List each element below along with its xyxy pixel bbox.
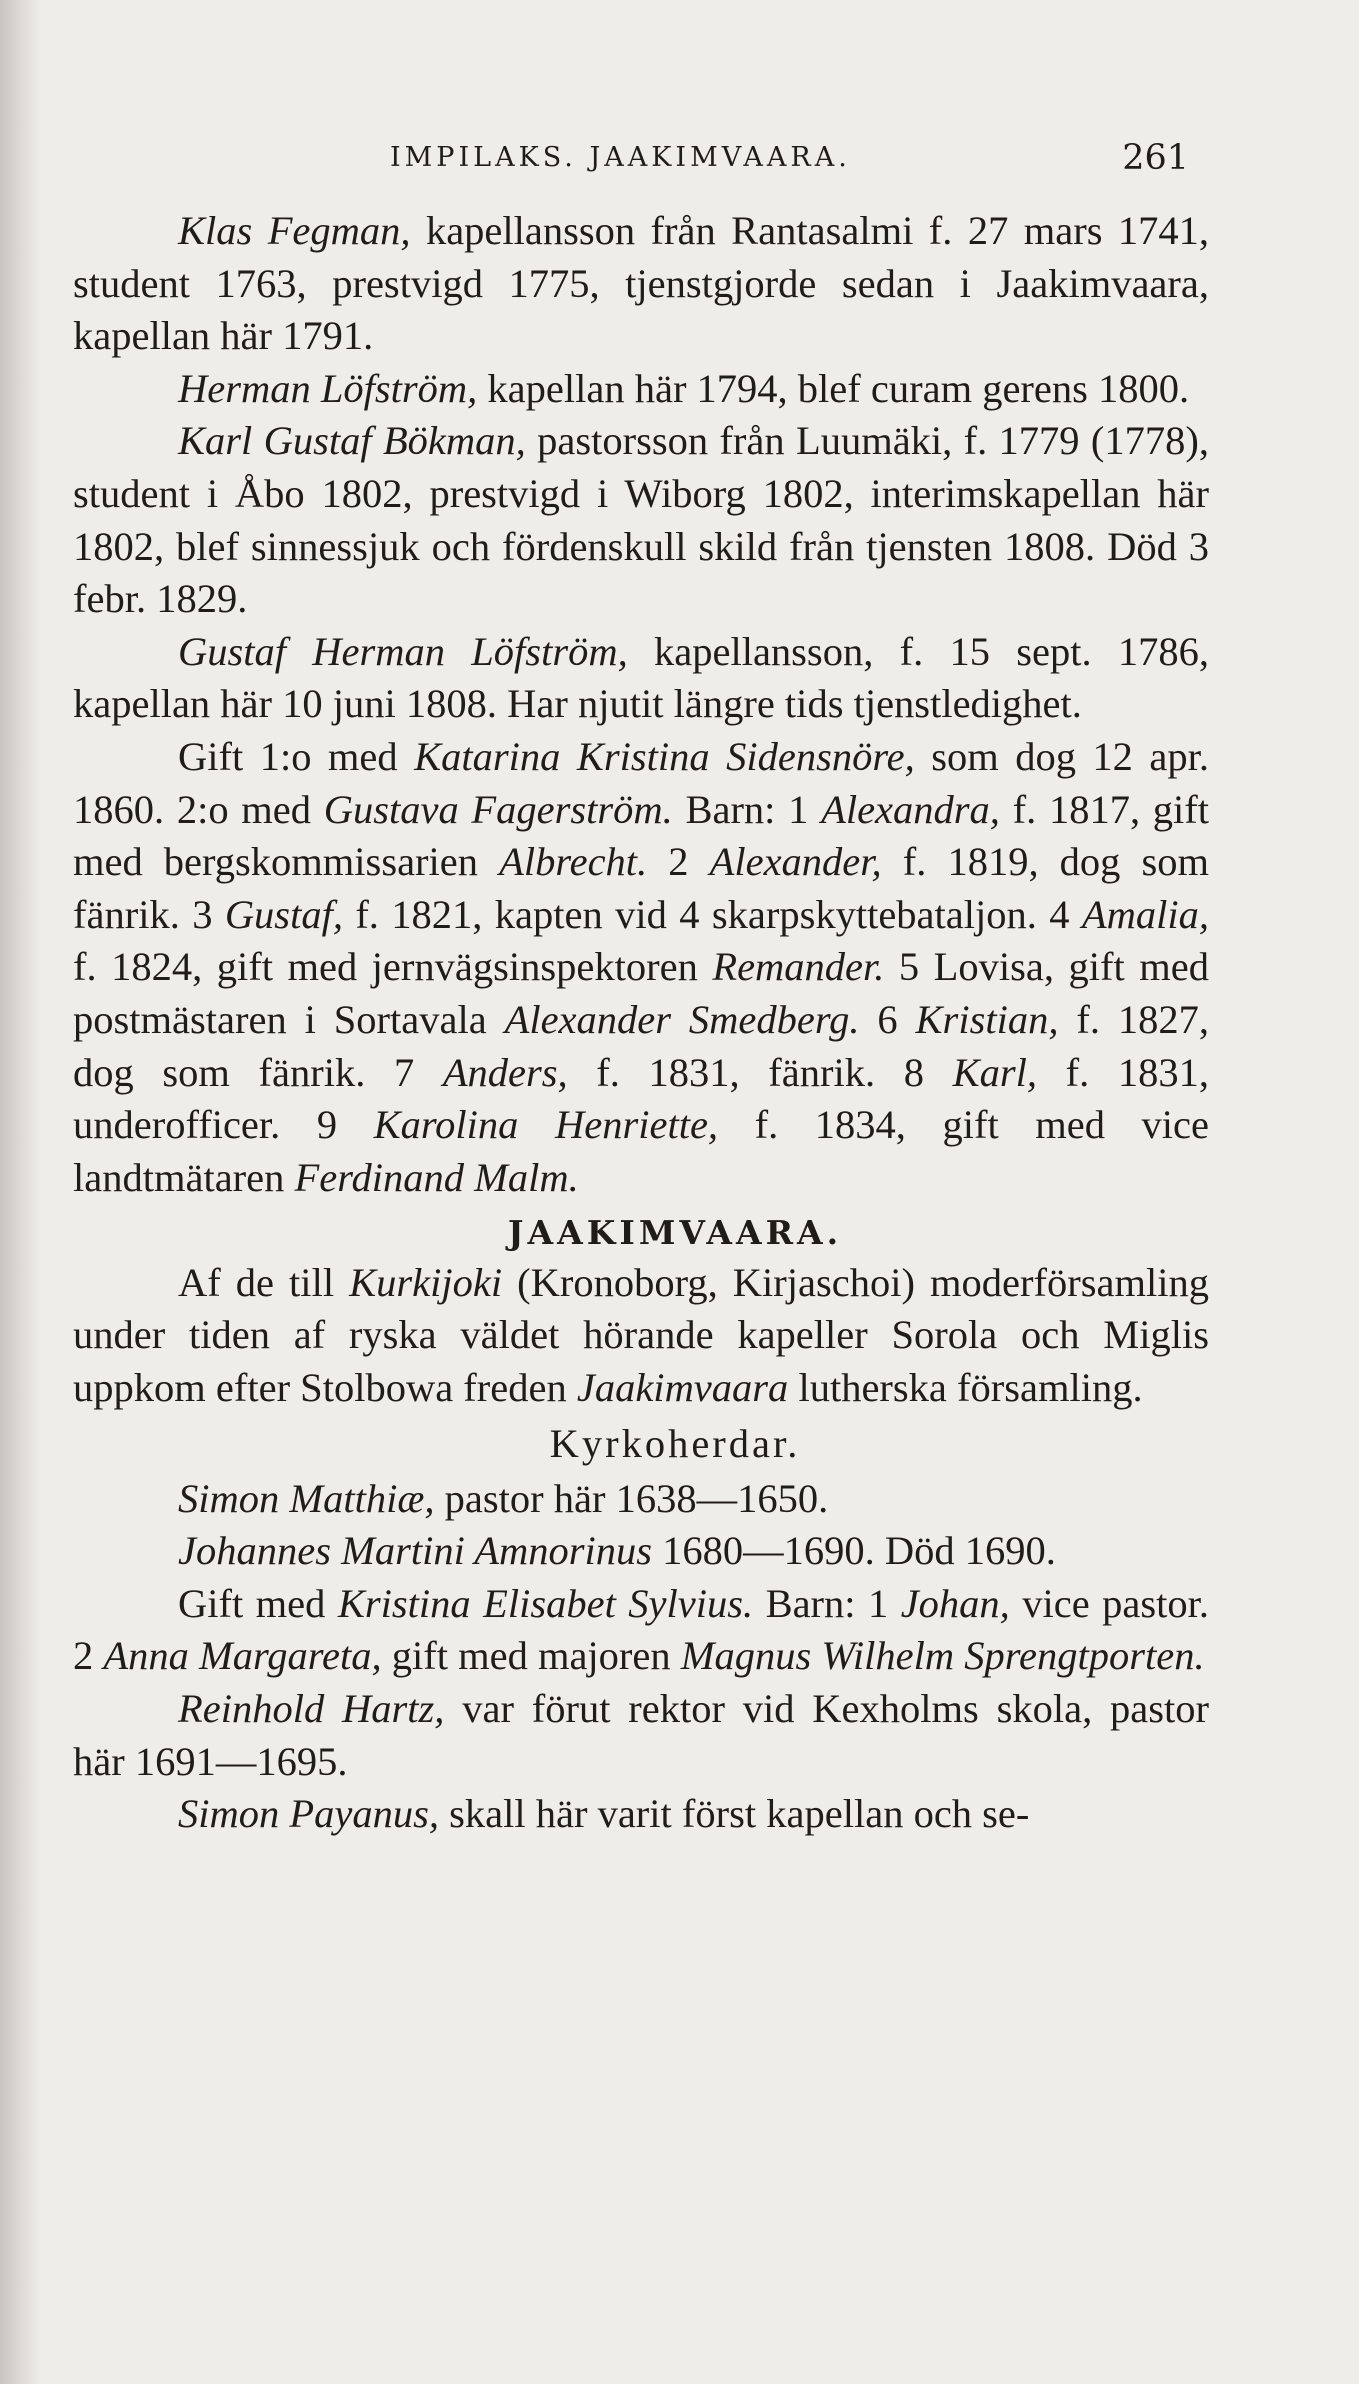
person-name: Simon Payanus, <box>178 1791 439 1837</box>
person-name: Karl Gustaf Bökman, <box>178 418 526 464</box>
person-name: Klas Fegman, <box>178 208 411 253</box>
italic-run: Anna Margareta, <box>103 1633 382 1679</box>
text-run: f. 1827, dog som fänrik. 7 <box>73 996 1209 1095</box>
text-run: f. 1831, underofficer. 9 <box>73 1049 1209 1148</box>
italic-run: Johan, <box>900 1580 1010 1626</box>
person-name: Herman Löfström, <box>178 365 478 411</box>
italic-run: Anders, <box>442 1049 568 1095</box>
italic-run: Alexander, <box>709 839 882 885</box>
text-run: lutherska församling. <box>788 1365 1143 1411</box>
entry-klas-fegman <box>73 205 1209 363</box>
italic-run: Alexandra, <box>821 786 1000 832</box>
section-title: JAAKIMVAARA. <box>507 1213 843 1253</box>
section-intro <box>73 1257 1209 1415</box>
page-number: 261 <box>1122 138 1189 178</box>
person-name: Simon Matthiæ, <box>178 1475 435 1521</box>
text-run: Barn: 1 <box>753 1580 901 1626</box>
pastor-reinhold-hartz <box>73 1683 1209 1788</box>
italic-run: Karolina Henriette, <box>373 1102 719 1148</box>
entry-text: kapellansson från Rantasalmi f. 27 mars 1741, student 1763, prestvigd 1775, tjenstgjorde sedan i Jaakimvaara, kapellan här 1791. <box>73 208 1209 359</box>
text-run: vice pastor. 2 <box>73 1580 1210 1679</box>
amnorinus-family <box>73 1578 1209 1683</box>
text-run: 2 <box>647 839 710 885</box>
text-run: f. 1831, fänrik. 8 <box>567 1049 953 1095</box>
entry-text: kapellansson, f. 15 sept. 1786, kapellan här 10 juni 1808. Har njutit längre tids tjenstledighet. <box>73 628 1209 727</box>
text-run: f. 1819, dog som fänrik. 3 <box>73 839 1210 937</box>
entry-text: pastor här 1638—1650. <box>434 1475 829 1521</box>
pastor-amnorinus <box>73 1525 1209 1578</box>
text-run: f. 1821, kapten vid 4 skarpskyttebataljon. 4 <box>342 891 1082 937</box>
italic-run: Gustava Fagerström. <box>323 786 673 832</box>
pastor-simon-matthiae <box>73 1473 1209 1526</box>
person-name: Reinhold Hartz, <box>178 1686 445 1732</box>
family-paragraph <box>73 731 1209 1204</box>
running-title: IMPILAKS. JAAKIMVAARA. <box>390 142 851 173</box>
subheading-kyrkoherdar: Kyrkoherdar. <box>549 1420 801 1466</box>
text-run: f. 1834, gift med vice landtmätaren <box>73 1102 1209 1200</box>
text-run: 6 <box>859 996 916 1042</box>
text-run: 5 Lovisa, gift med postmästaren i Sortavala <box>73 944 1209 1042</box>
italic-run: Ferdinand Malm. <box>294 1154 579 1200</box>
italic-run: Jaakimvaara <box>576 1365 789 1411</box>
running-head <box>73 135 1209 181</box>
italic-run: Kristina Elisabet Sylvius. <box>337 1580 754 1626</box>
entry-herman-lofstrom <box>73 363 1209 416</box>
entry-gustaf-herman-lofstrom <box>73 626 1209 731</box>
text-run: Af de till <box>178 1259 350 1305</box>
person-name: Johannes Martini Amnorinus <box>178 1528 652 1574</box>
italic-run: Katarina Kristina Sidensnöre, <box>414 733 915 779</box>
body-text <box>73 205 1209 1841</box>
pastor-simon-payanus <box>73 1788 1209 1841</box>
text-run: Barn: 1 <box>672 786 822 832</box>
text-run: f. 1817, gift med bergskommissarien <box>73 786 1210 885</box>
italic-run: Kristian, <box>915 996 1059 1042</box>
person-name: Gustaf Herman Löfström, <box>178 628 628 674</box>
text-run: (Kronoborg, Kirjaschoi) moderförsamling under tiden af ryska väldet hörande kapeller Sorola och Miglis uppkom efter Stolbowa freden <box>73 1259 1209 1411</box>
text-run: som dog 12 apr. 1860. 2:o med <box>73 733 1209 832</box>
entry-text: 1680—1690. Död 1690. <box>652 1528 1056 1574</box>
text-run: f. 1824, gift med jernvägsinspektoren <box>73 944 713 990</box>
entry-text: pastorsson från Luumäki, f. 1779 (1778), student i Åbo 1802, prestvigd i Wiborg 1802, interimskapellan här 1802, blef sinnessjuk och fördenskull skild från tjensten 1808. Död 3 febr. 1829. <box>73 418 1209 622</box>
text-run: Gift med <box>178 1580 338 1626</box>
entry-text: skall här varit först kapellan och se- <box>438 1791 1030 1837</box>
italic-run: Karl, <box>952 1049 1037 1095</box>
binding-gutter <box>0 0 40 2384</box>
italic-run: Remander. <box>712 944 885 990</box>
text-run: Gift 1:o med <box>178 733 415 779</box>
italic-run: Albrecht. <box>499 839 648 885</box>
italic-run: Alexander Smedberg. <box>504 996 860 1042</box>
entry-text: kapellan här 1794, blef curam gerens 1800. <box>477 365 1190 411</box>
italic-run: Magnus Wilhelm Sprengtporten. <box>680 1633 1205 1679</box>
italic-run: Gustaf, <box>224 891 343 937</box>
entry-karl-gustaf-bokman <box>73 415 1209 625</box>
entry-text: var förut rektor vid Kexholms skola, pastor här 1691—1695. <box>73 1686 1209 1784</box>
italic-run: Kurkijoki <box>349 1259 503 1305</box>
italic-run: Amalia, <box>1081 891 1209 937</box>
text-run: gift med majoren <box>381 1633 681 1679</box>
